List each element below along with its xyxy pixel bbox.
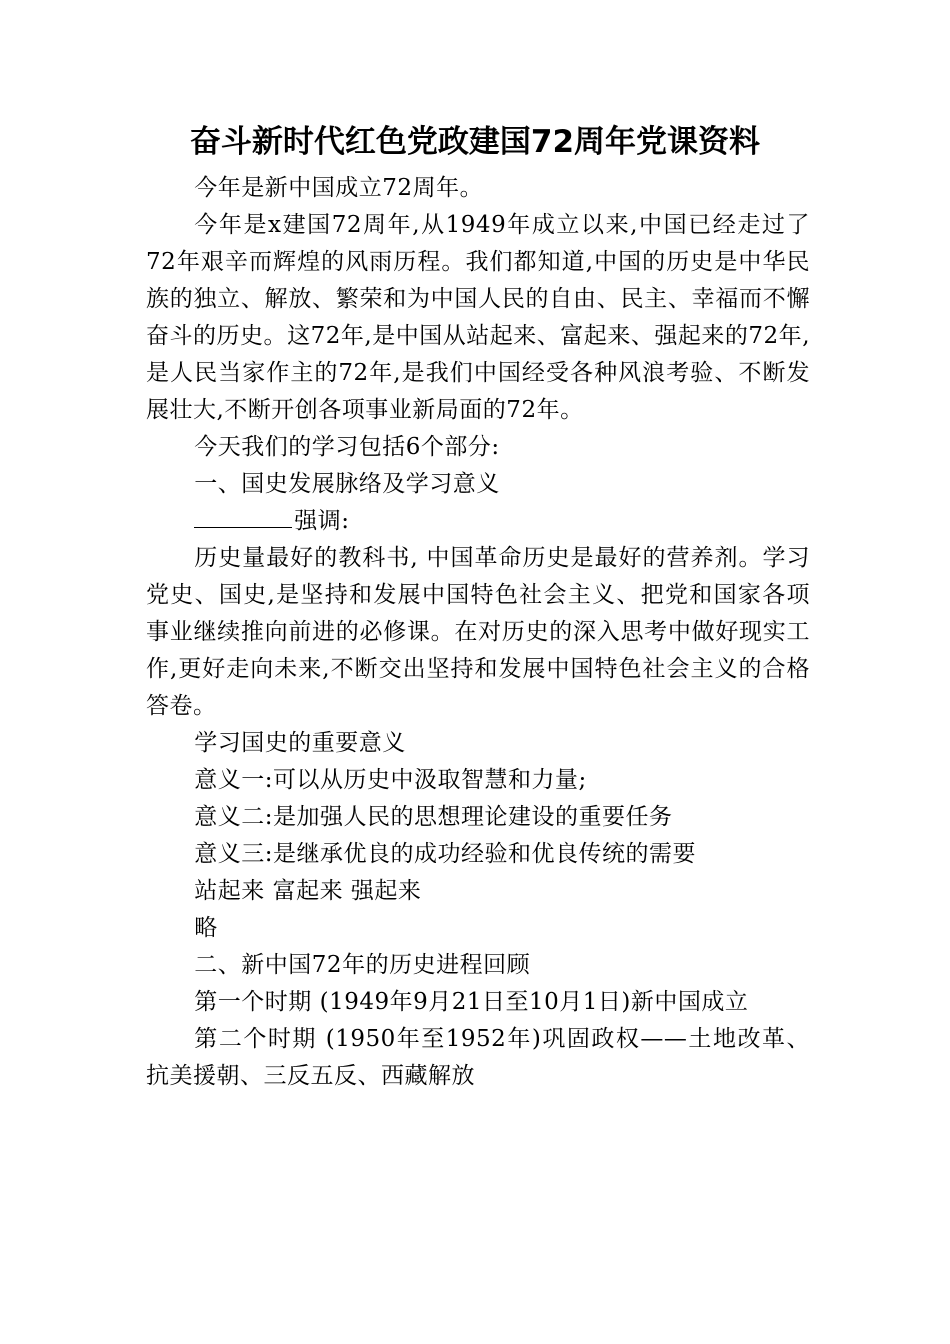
- paragraph-significance-1: 意义一:可以从历史中汲取智慧和力量;: [194, 767, 587, 793]
- paragraph-omitted: 略: [194, 915, 218, 941]
- paragraph-period-2: 第二个时期 (1950年至1952年)巩固政权——土地改革、抗美援朝、三反五反、西藏解放: [146, 1026, 810, 1089]
- fill-in-blank: [194, 505, 292, 528]
- paragraph-significance-2: 意义二:是加强人民的思想理论建设的重要任务: [194, 804, 673, 830]
- paragraph-emphasis: [146, 503, 810, 540]
- paragraph-period-1: 第一个时期 (1949年9月21日至10月1日)新中国成立: [194, 989, 749, 1015]
- emphasis-label: 强调:: [294, 508, 350, 534]
- paragraph-significance-heading: 学习国史的重要意义: [194, 730, 406, 756]
- paragraph-intro: 今年是新中国成立72周年。: [194, 175, 484, 201]
- section-heading-2: 二、新中国72年的历史进程回顾: [194, 952, 531, 978]
- section-heading-1: 一、国史发展脉络及学习意义: [194, 471, 500, 497]
- paragraph-significance-3: 意义三:是继承优良的成功经验和优良传统的需要: [194, 841, 697, 867]
- paragraph-three-stages: 站起来 富起来 强起来: [194, 878, 422, 904]
- document-body: [146, 170, 810, 1095]
- paragraph-study-parts: 今天我们的学习包括6个部分:: [194, 434, 500, 460]
- paragraph-history-overview: 今年是x建国72周年,从1949年成立以来,中国已经走过了72年艰辛而辉煌的风雨历程。我们都知道,中国的历史是中华民族的独立、解放、繁荣和为中国人民的自由、民主、幸福而不懈奋斗的历史。这72年,是中国从站起来、富起来、强起来的72年,是人民当家作主的72年,是我们中国经受各种风浪考验、不断发展壮大,不断开创各项事业新局面的72年。: [146, 212, 810, 423]
- paragraph-history-textbook: 历史量最好的教科书, 中国革命历史是最好的营养剂。学习党史、国史,是坚持和发展中国特色社会主义、把党和国家各项事业继续推向前进的必修课。在对历史的深入思考中做好现实工作,更好走向未来,不断交出坚持和发展中国特色社会主义的合格答卷。: [146, 545, 810, 719]
- document-title: 奋斗新时代红色党政建国72周年党课资料: [189, 124, 761, 160]
